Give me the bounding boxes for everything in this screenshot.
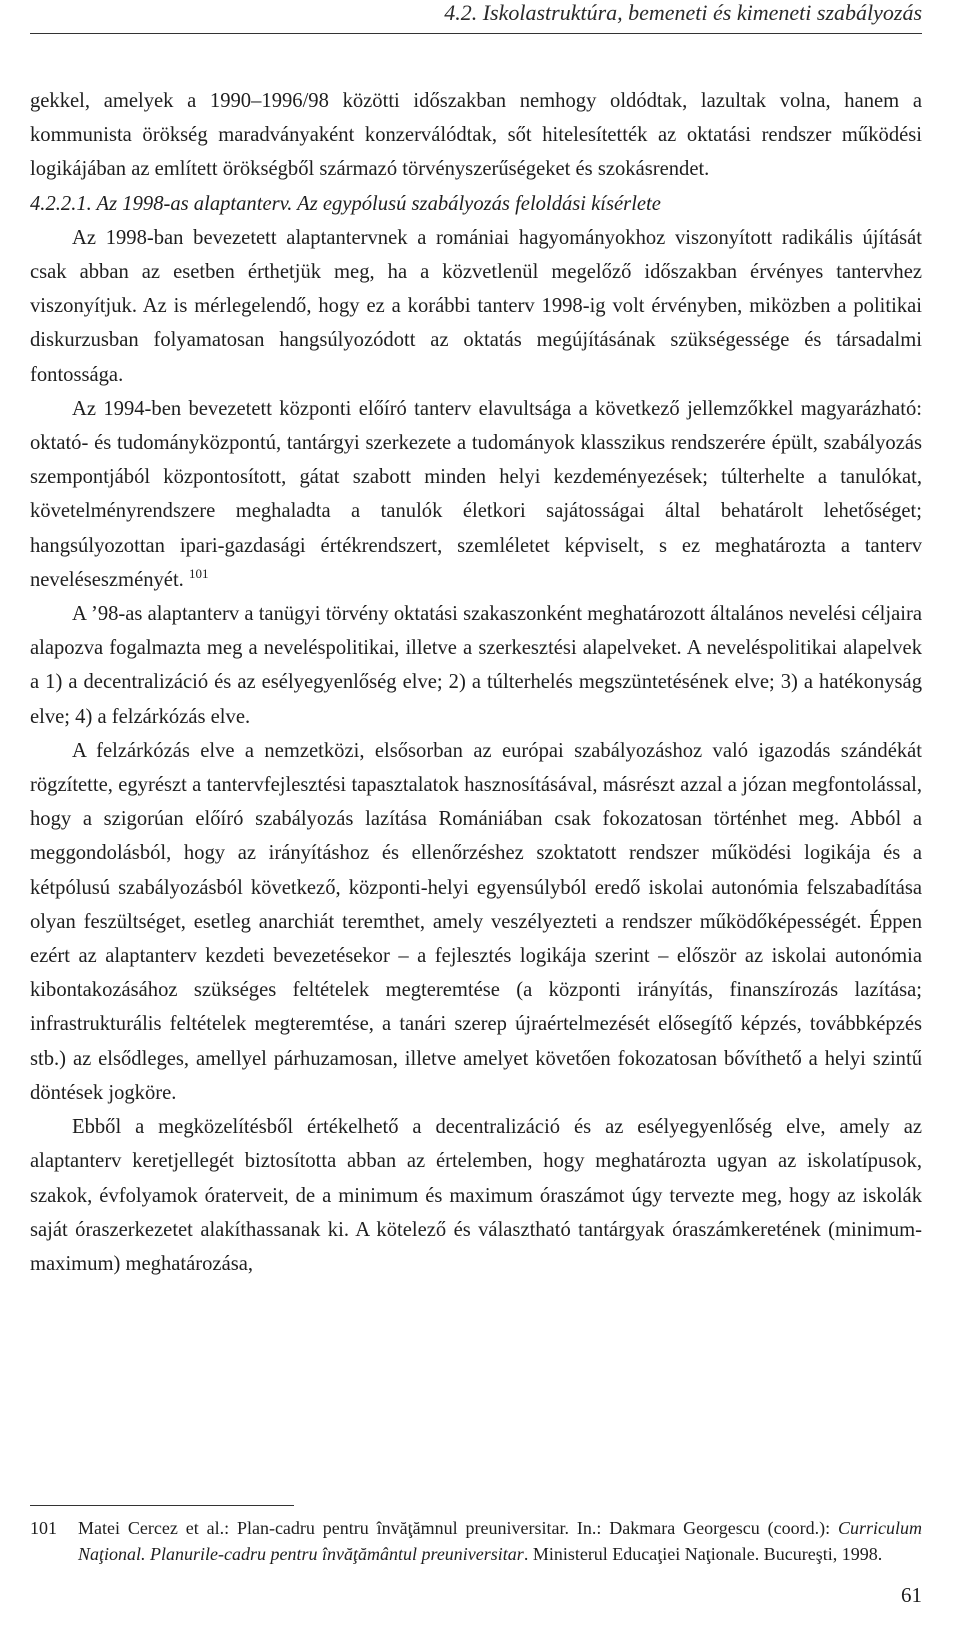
page-number: 61 xyxy=(901,1583,922,1607)
paragraph xyxy=(30,392,922,597)
footnote xyxy=(30,1515,922,1567)
paragraph: A ’98-as alaptanterv a tanügyi törvény oktatási szakaszonként meghatározott általános nevelési céljaira alapozva fogalmazta meg a neveléspolitikai, illetve a szerkesztési alapelveket. A neveléspolitikai alapelvek a 1) a decentralizáció és az esélyegyenlőség elve; 2) a túlterhelés megszüntetésének elve; 3) a hatékonyság elve; 4) a felzárkózás elve. xyxy=(30,603,922,728)
paragraph-continued: gekkel, amelyek a 1990–1996/98 közötti időszakban nemhogy oldódtak, lazultak volna, hanem a kommunista örökség maradványaként konzerválódtak, sőt hitelesítették az oktatási rendszer működési logikájában az említett örökségből származó törvényszerűségeket és szokásrendet. xyxy=(30,90,922,181)
section-heading: 4.2.2.1. Az 1998-as alaptanterv. Az egypólusú szabályozás feloldási kísérlete xyxy=(30,192,661,215)
footnote-citation-start: Matei Cercez et al.: Plan-cadru pentru învăţămnul preuniversitar. In.: Dakmara Georgescu (coord.): xyxy=(78,1518,838,1538)
header-rule xyxy=(30,33,922,34)
footnote-number: 101 xyxy=(30,1518,57,1538)
paragraph: Ebből a megközelítésből értékelhető a decentralizáció és az esélyegyenlőség elve, amely az alaptanterv keretjellegét biztosította abban az értelemben, hogy meghatározta ugyan az iskolatípusok, szakok, évfolyamok óraterveit, de a minimum és maximum óraszámot úgy tervezte meg, hogy az iskolák saját óraszerkezetet alakíthassanak ki. A kötelező és választható tantárgyak óraszámkeretének (minimum-maximum) meghatározása, xyxy=(30,1116,922,1275)
footnote-text xyxy=(78,1515,922,1567)
paragraph: A felzárkózás elve a nemzetközi, elsősorban az európai szabályozáshoz való igazodás szándékát rögzítette, egyrészt a tantervfejlesztési tapasztalatok hasznosításával, másrészt azzal a józan megfontolással, hogy a szigorúan előíró szabályozás lazítása Romániában csak fokozatosan történhet meg. Abból a meggondolásból, hogy az irányításhoz és ellenőrzéshez szoktatott rendszer működési logikája és a kétpólusú szabályozásból következő, központi-helyi egyensúlyból eredő iskolai autonómia felszabadítása olyan feszültséget, esetleg anarchiát teremthet, amely veszélyezteti a rendszer működőképességét. Éppen ezért az alaptanterv kezdeti bevezetésekor – a fejlesztés logikája szerint – először az iskolai autonómia kibontakozásához szükséges feltételek megteremtése (a központi irányítás, finanszírozás lazítása; infrastrukturális feltételek megteremtése, a tanári szerep újraértelmezését elősegítő képzés, továbbképzés stb.) az elsődleges, amellyel párhuzamosan, illetve amelyet követően fokozatosan bővíthető a helyi szintű döntések jogköre. xyxy=(30,739,922,1104)
paragraph-text: Az 1994-ben bevezetett központi előíró tanterv elavultsága a következő jellemzőkkel magyarázható: oktató- és tudományközpontú, tantárgyi szerkezete a tudományok klasszikus rendszerére épült, szabályozás szempontjából központosított, gátat szabott minden helyi kezdeményezések; túlterhelte a tanulókat, követelményrendszere meghaladta a tanulók életkori sajátosságai által behatárolt lehetőséget; hangsúlyozottan ipari-gazdasági értékrendszert, szemléletet képviselt, s ez meghatározta a tanterv neveléseszményét. xyxy=(30,397,922,591)
running-head: 4.2. Iskolastruktúra, bemeneti és kimeneti szabályozás xyxy=(444,0,922,25)
footnote-rule xyxy=(30,1505,294,1506)
document-page xyxy=(30,0,922,1629)
footnote-reference[interactable]: 101 xyxy=(188,565,209,581)
paragraph: Az 1998-ban bevezetett alaptantervnek a romániai hagyományokhoz viszonyított radikális újítását csak abban az esetben érthetjük meg, ha a közvetlenül megelőző időszakban érvényes tantervhez viszonyítjuk. Az is mérlegelendő, hogy ez a korábbi tanterv 1998-ig volt érvényben, miközben a politikai diskurzusban folyamatosan hangsúlyozódott az oktatás megújításának szükségessége és társadalmi fontossága. xyxy=(30,226,922,386)
footnote-citation-title: Curriculum Naţional. Planurile-cadru pentru învăţământul preuniversitar xyxy=(78,1518,922,1564)
body-text xyxy=(30,84,922,1281)
footnote-citation-end: . Ministerul Educaţiei Naţionale. Bucureşti, 1998. xyxy=(523,1544,883,1564)
